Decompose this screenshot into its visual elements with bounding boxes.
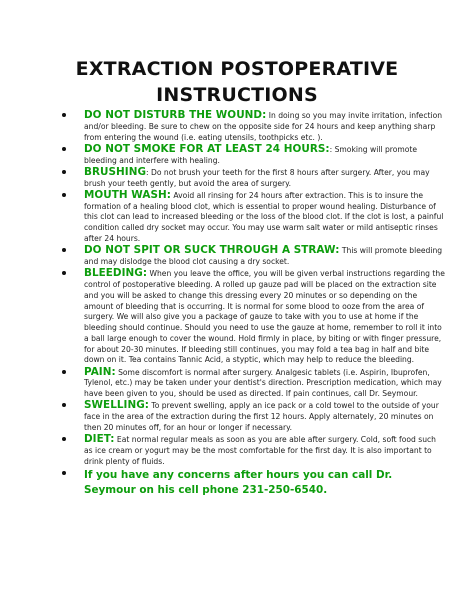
after-hours-contact (60, 468, 445, 497)
bullet-icon (62, 471, 66, 475)
document-title-line-2: INSTRUCTIONS (156, 84, 318, 106)
bullet-icon (62, 170, 66, 174)
document-title-line-1: EXTRACTION POSTOPERATIVE (75, 58, 399, 80)
instruction-text: To prevent swelling, apply an ice pack or a cold towel to the outside of your face in the area of the extraction during the first 12 hours. Apply alternately, 20 minutes on then 20 minutes off, for an hour or longer if necessary. (84, 401, 439, 433)
instruction-heading: MOUTH WASH: (84, 188, 171, 201)
instruction-text: Avoid all rinsing for 24 hours after extraction. This is to insure the formation of a healing blood clot, which is essential to proper wound healing. Disturbance of this clot can lead to increased bleeding or the loss of the blood clot. If the clot is lost, a painful condition called dry socket may occur. You may use warm salt water or mild antiseptic rinses after 24 hours. (84, 190, 444, 243)
instruction-text: Some discomfort is normal after surgery. Analgesic tablets (i.e. Aspirin, Ibuprofen, Tylenol, etc.) may be taken under your dentist's direction. Prescription medication, which may have been given to you, should be used as directed. If pain continues, call Dr. Seymour. (84, 367, 442, 399)
bullet-icon (62, 193, 66, 197)
instruction-text: In doing so you may invite irritation, infection and/or bleeding. Be sure to chew on the opposite side for 24 hours and keep anything sharp from entering the wound (i.e. eating utensils, toothpicks etc. ). (84, 111, 443, 142)
instruction-heading: DO NOT DISTURB THE WOUND: (84, 109, 267, 121)
instruction-brushing (60, 167, 445, 190)
instruction-mouth-wash (60, 190, 445, 245)
after-hours-contact-text: If you have any concerns after hours you can call Dr. Seymour on his cell phone 231-250-6540. (84, 469, 393, 496)
instruction-do-not-spit (60, 245, 445, 268)
instruction-text: Eat normal regular meals as soon as you are able after surgery. Cold, soft food such as ice cream or yogurt may be the most comfortable for the first day. It is also important to drink plenty of fluids. (84, 435, 436, 466)
instruction-diet (60, 434, 445, 467)
instruction-heading: DIET: (84, 433, 115, 446)
instruction-bleeding (60, 268, 445, 366)
bullet-icon (62, 437, 66, 441)
instruction-text: When you leave the office, you will be given verbal instructions regarding the control of postoperative bleeding. A rolled up gauze pad will be placed on the extraction site and you will be asked to change this dressing every 20 minutes or so depending on the amount of bleeding that is occurring. It is normal for some blood to ooze from the area of surgery. We will also give you a package of gauze to take with you to use at home if the bleeding should continue. Should you need to use the gauze at home, remember to roll it into a ball large enough to cover the wound. Hold firmly in place, by biting or with finger pressure, for about 20-30 minutes. If bleeding still continues, you may fold a tea bag in half and bite down on it. Tea contains Tannic Acid, a styptic, which may help to reduce the bleeding. (84, 269, 445, 365)
instruction-heading: DO NOT SPIT OR SUCK THROUGH A STRAW: (84, 244, 340, 257)
instruction-do-not-disturb (60, 110, 445, 143)
bullet-icon (62, 370, 66, 374)
bullet-icon (62, 147, 66, 151)
bullet-icon (62, 271, 66, 275)
instruction-pain (60, 367, 445, 400)
instruction-text: : Do not brush your teeth for the first 8 hours after surgery. After, you may brush your teeth gently, but avoid the area of surgery. (84, 167, 430, 188)
bullet-icon (62, 113, 66, 117)
instruction-do-not-smoke (60, 144, 445, 167)
instruction-heading: BLEEDING: (84, 267, 148, 280)
instruction-heading: DO NOT SMOKE FOR AT LEAST 24 HOURS: (84, 142, 330, 155)
bullet-icon (62, 248, 66, 252)
instruction-heading: PAIN: (84, 365, 116, 378)
instruction-heading: BRUSHING (84, 165, 147, 178)
instruction-text: This will promote bleeding and may dislodge the blood clot causing a dry socket. (84, 246, 443, 266)
instruction-list (60, 110, 445, 497)
instruction-swelling (60, 400, 445, 433)
instruction-heading: SWELLING: (84, 399, 149, 412)
instruction-text: : Smoking will promote bleeding and interfere with healing. (84, 144, 418, 165)
bullet-icon (62, 403, 66, 407)
